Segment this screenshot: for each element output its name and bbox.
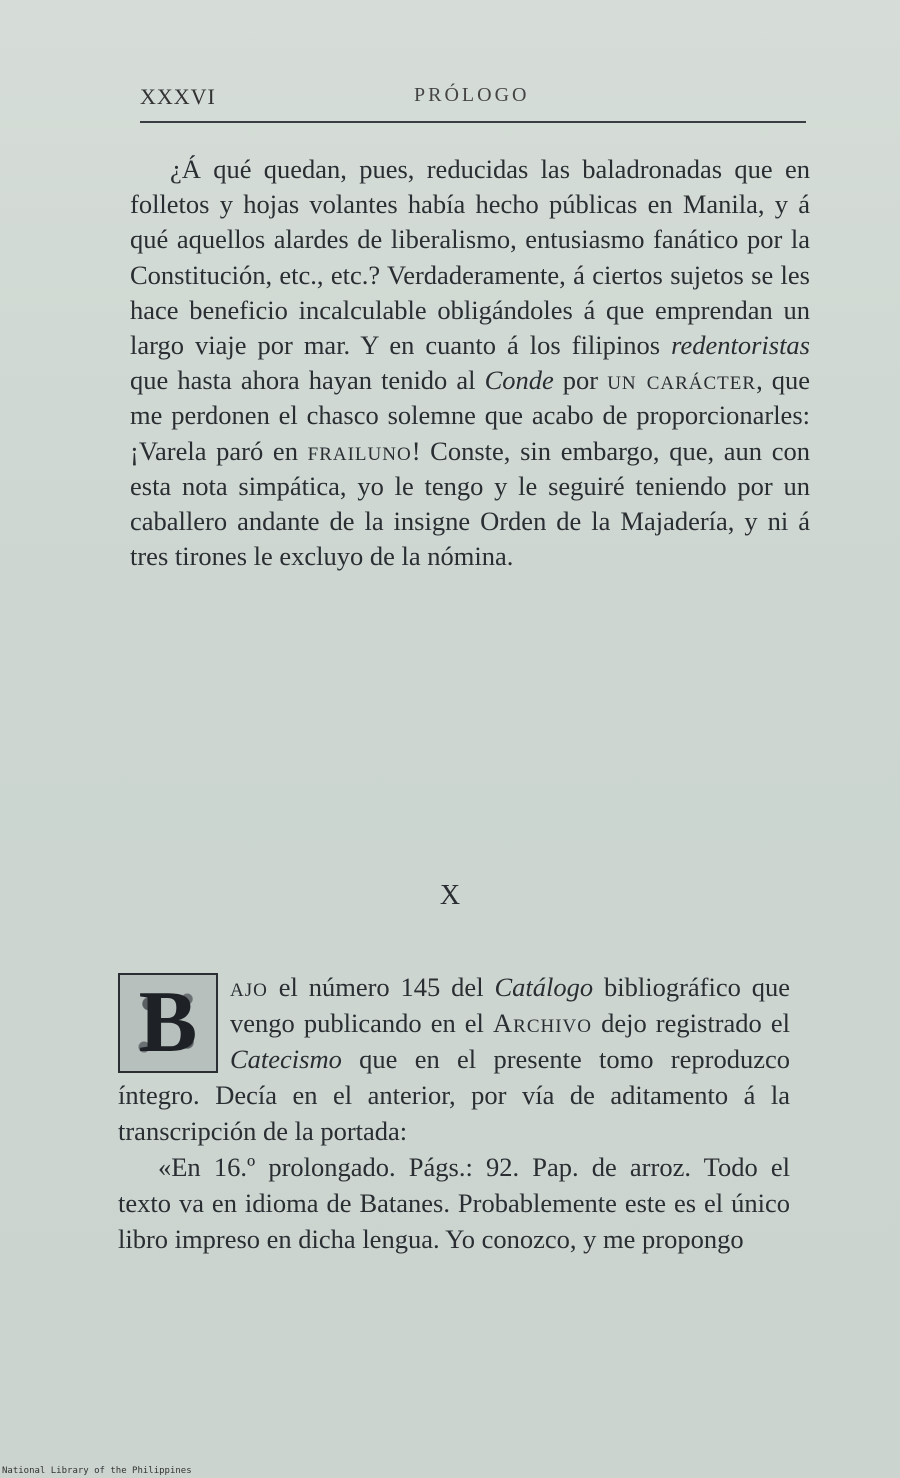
paragraph-2-text-b: el número 145 del xyxy=(267,972,495,1002)
paragraph-1-text-b: que hasta ahora hayan tenido al xyxy=(130,365,485,396)
decorated-initial-letter: B xyxy=(138,974,198,1071)
paragraph-1-italic-redentoristas: redentoristas xyxy=(671,330,810,361)
paragraph-3: «En 16.º prolongado. Págs.: 92. Pap. de arroz. Todo el texto va en idioma de Batanes. Probablemente este es el único libro impreso en dicha lengua. Yo conozco, y me propongo xyxy=(118,1152,790,1254)
paragraph-1-text-e: ! Conste, sin embargo, que, aun con esta nota simpática, yo le tengo y le seguiré teniendo por un caballero andante de la insigne Orden de la Majadería, y ni á tres tirones le excluyo de la nómina. xyxy=(130,435,810,572)
header-rule xyxy=(140,121,806,123)
paragraph-1-italic-conde: Conde xyxy=(484,365,554,396)
paragraph-2 xyxy=(118,969,790,1149)
paragraph-1-smallcaps-caracter: un carácter xyxy=(607,365,757,396)
page-number: XXXVI xyxy=(140,84,216,109)
section-heading: X xyxy=(439,880,461,911)
paragraph-1-smallcaps-frailuno: frailuno xyxy=(307,435,412,466)
paragraph-1-text-c: por xyxy=(553,365,608,396)
page-header xyxy=(140,84,806,124)
paragraph-2-italic-catecismo: Catecismo xyxy=(230,1044,342,1074)
paragraph-2-text-e: que en el presente tomo reproduzco íntegro. Decía en el anterior, por vía de aditamento á la transcripción de la portada: xyxy=(118,1044,790,1146)
running-title: PRÓLOGO xyxy=(414,84,530,106)
paragraph-2-text-c: bibliográfico que vengo publicando en el xyxy=(230,972,791,1038)
text-block-2 xyxy=(118,969,790,1257)
decorated-initial xyxy=(118,973,218,1073)
paragraph-1-text-a: ¿Á qué quedan, pues, reducidas las baladronadas que en folletos y hojas volantes había hecho públicas en Manila, y á qué aquellos alardes de liberalismo, entusiasmo fanático por la Constitución, etc., etc.? Verdaderamente, á ciertos sujetos se les hace beneficio incalculable obligándoles á que emprendan un largo viaje por mar. Y en cuanto á los filipinos xyxy=(130,154,810,361)
text-block-1 xyxy=(130,152,810,574)
paragraph-2-lead-smallcaps: ajo xyxy=(230,972,268,1002)
paragraph-1 xyxy=(130,152,810,574)
paragraph-1-text-d: , que me perdonen el chasco solemne que acabo de proporcionarles: ¡Varela paró en xyxy=(130,365,811,466)
paragraph-2-smallcaps-archivo: Archivo xyxy=(493,1008,592,1038)
paragraph-2-italic-catalogo: Catálogo xyxy=(494,972,594,1002)
paragraph-2-text-d: dejo registrado el xyxy=(592,1008,790,1038)
library-credit: National Library of the Philippines xyxy=(2,1466,192,1476)
